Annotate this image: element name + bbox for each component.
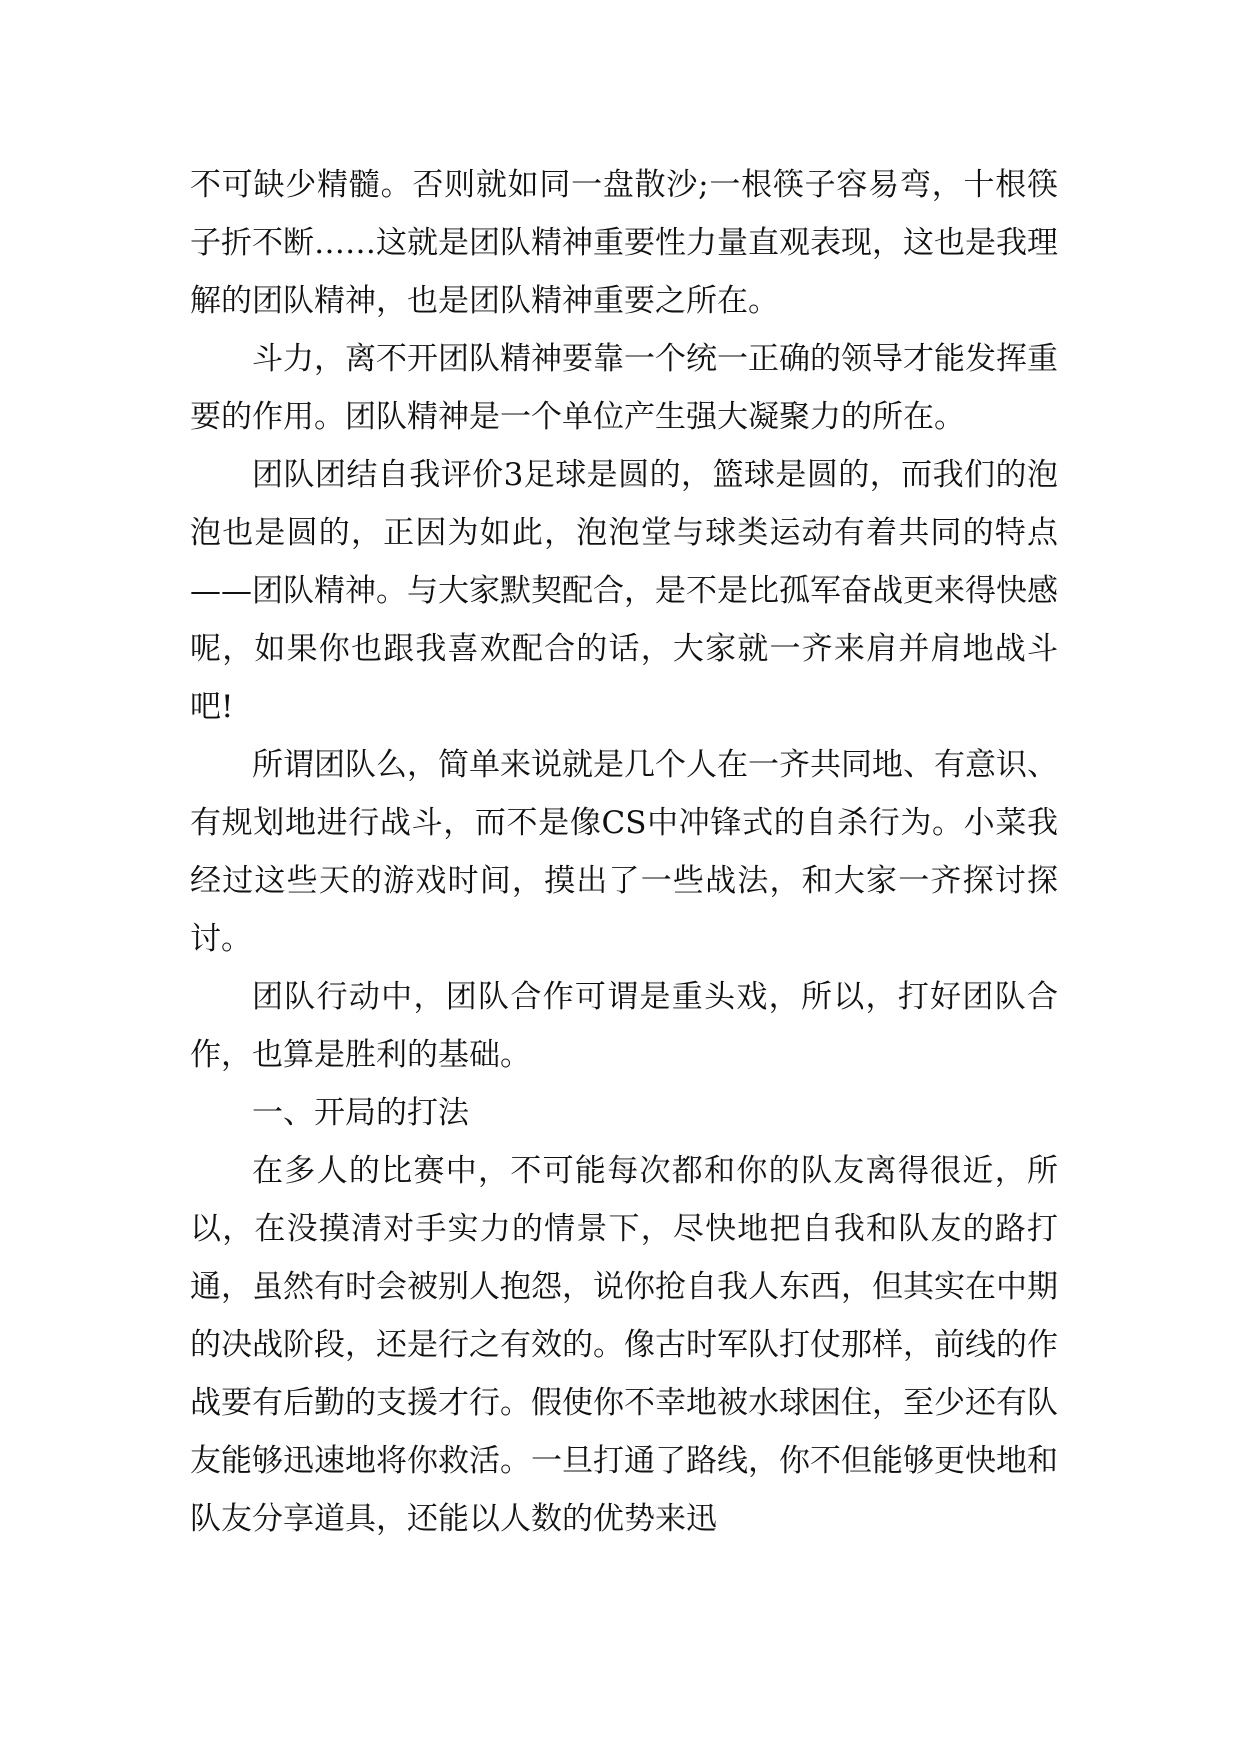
paragraph-2: 斗力，离不开团队精神要靠一个统一正确的领导才能发挥重要的作用。团队精神是一个单位产生强大凝聚力的所在。 (190, 341, 1058, 435)
document-page (190, 156, 1058, 1606)
paragraph-7: 在多人的比赛中，不可能每次都和你的队友离得很近，所以，在没摸清对手实力的情景下，尽快地把自我和队友的路打通，虽然有时会被别人抱怨，说你抢自我人东西，但其实在中期的决战阶段，还是行之有效的。像古时军队打仗那样，前线的作战要有后勤的支援才行。假使你不幸地被水球困住，至少还有队友能够迅速地将你救活。一旦打通了路线，你不但能够更快地和队友分享道具，还能以人数的优势来迅 (190, 1153, 1058, 1537)
paragraph-1: 不可缺少精髓。否则就如同一盘散沙;一根筷子容易弯，十根筷子折不断……这就是团队精神重要性力量直观表现，这也是我理解的团队精神，也是团队精神重要之所在。 (190, 167, 1058, 319)
paragraph-3: 团队团结自我评价3足球是圆的，篮球是圆的，而我们的泡泡也是圆的，正因为如此，泡泡堂与球类运动有着共同的特点——团队精神。与大家默契配合，是不是比孤军奋战更来得快感呢，如果你也跟我喜欢配合的话，大家就一齐来肩并肩地战斗吧! (190, 457, 1058, 725)
paragraph-5: 团队行动中，团队合作可谓是重头戏，所以，打好团队合作，也算是胜利的基础。 (190, 979, 1058, 1073)
section-heading-opening-tactics: 一、开局的打法 (252, 1095, 469, 1131)
paragraph-4: 所谓团队么，简单来说就是几个人在一齐共同地、有意识、有规划地进行战斗，而不是像CS中冲锋式的自杀行为。小菜我经过这些天的游戏时间，摸出了一些战法，和大家一齐探讨探讨。 (190, 747, 1058, 957)
